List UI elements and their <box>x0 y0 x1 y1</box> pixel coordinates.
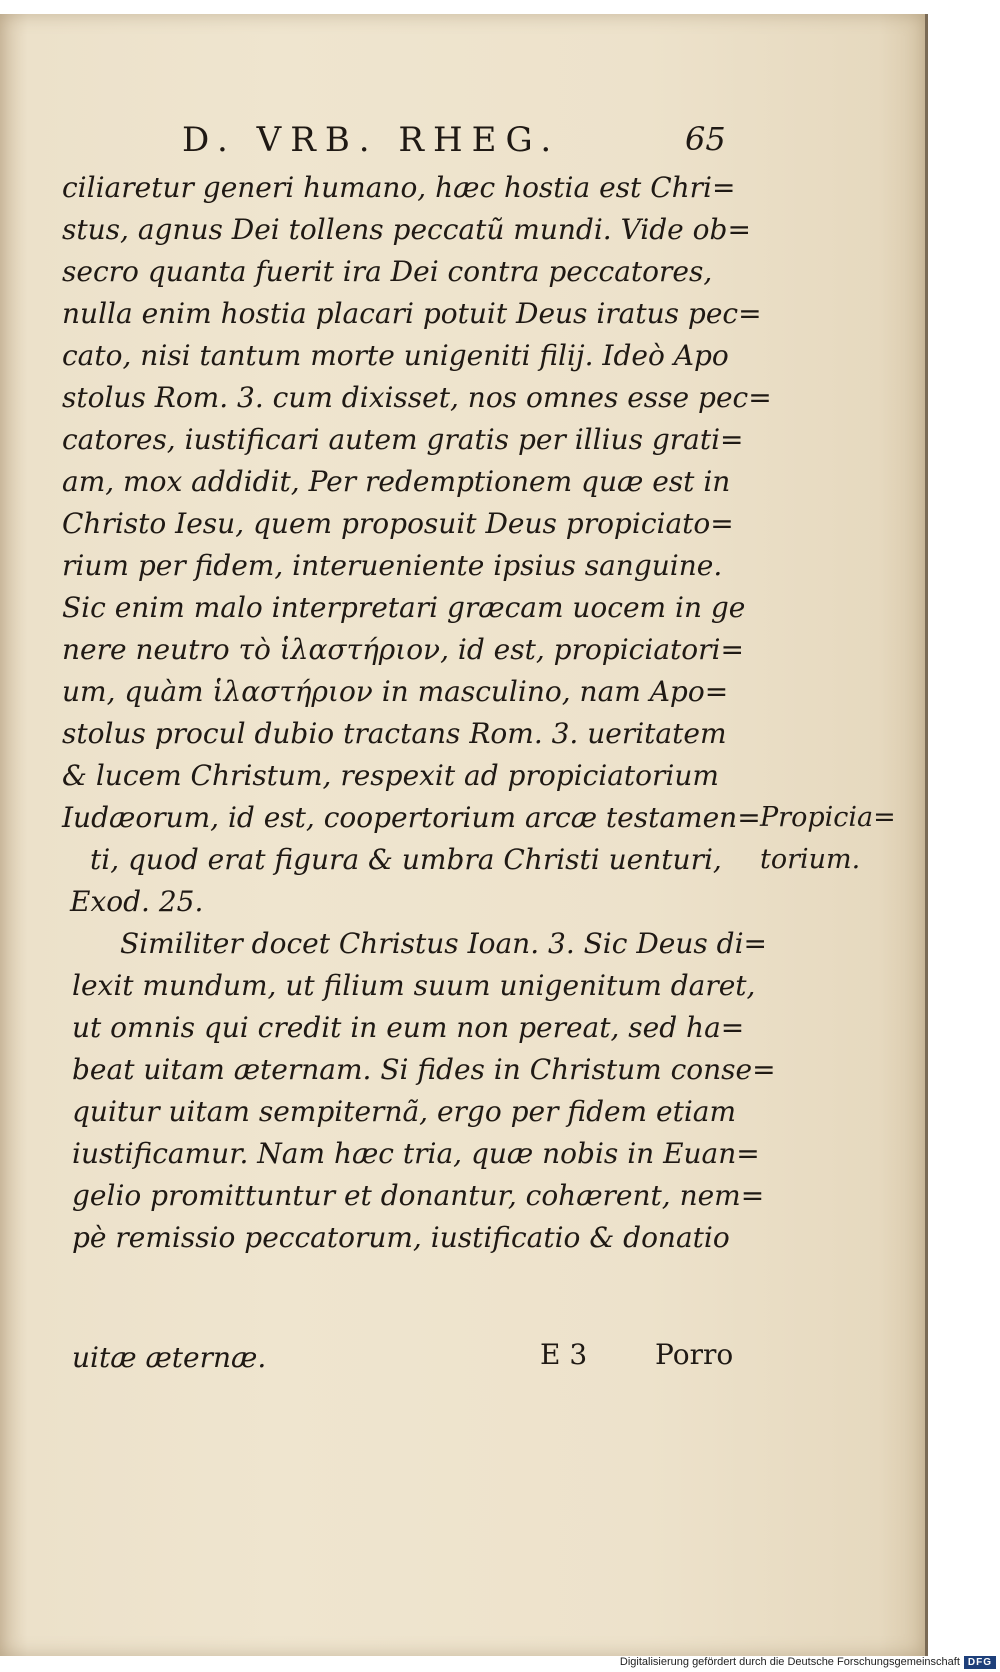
text-line: Sic enim malo interpretari græcam uocem in ge <box>62 591 746 624</box>
text-line: & lucem Christum, respexit ad propiciatorium <box>62 759 719 792</box>
running-head: D. VRB. RHEG. <box>182 120 561 160</box>
footer-credit <box>620 1654 996 1670</box>
text-line: Exod. 25. <box>70 885 204 918</box>
text-line: catores, iustificari autem gratis per illius grati= <box>62 423 744 456</box>
text-line: ut omnis qui credit in eum non pereat, sed ha= <box>72 1011 745 1044</box>
page-number: 65 <box>685 120 726 158</box>
text-line: beat uitam æternam. Si fides in Christum conse= <box>72 1053 776 1086</box>
margin-note-line-2: torium. <box>760 844 861 875</box>
text-line: Christo Iesu, quem proposuit Deus propiciato= <box>62 507 734 540</box>
signature-mark: E 3 <box>540 1338 588 1371</box>
text-line: stolus procul dubio tractans Rom. 3. ueritatem <box>62 717 727 750</box>
text-line: gelio promittuntur et donantur, cohærent, nem= <box>72 1179 765 1212</box>
text-line: am, mox addidit, Per redemptionem quæ est in <box>62 465 731 498</box>
footer-credit-text: Digitalisierung gefördert durch die Deutsche Forschungsgemeinschaft <box>619 1656 960 1668</box>
text-line: lexit mundum, ut filium suum unigenitum daret, <box>72 969 756 1002</box>
text-line: nere neutro τὸ ἱλαστήριον, id est, propiciatori= <box>62 633 744 666</box>
dfg-logo: DFG <box>964 1656 996 1669</box>
catchword: Porro <box>655 1338 734 1371</box>
text-line: quitur uitam sempiternã, ergo per fidem etiam <box>72 1095 737 1128</box>
text-line: uitæ æternæ. <box>72 1341 267 1374</box>
margin-note-line-1: Propicia= <box>760 802 896 833</box>
text-line: nulla enim hostia placari potuit Deus iratus pec= <box>62 297 762 330</box>
text-line: ti, quod erat figura & umbra Christi uenturi, <box>90 843 722 876</box>
text-line: Similiter docet Christus Ioan. 3. Sic Deus di= <box>120 927 768 960</box>
text-line: um, quàm ἱλαστήριον in masculino, nam Apo= <box>62 675 729 708</box>
text-line: stolus Rom. 3. cum dixisset, nos omnes esse pec= <box>62 381 772 414</box>
scan-background <box>928 0 1000 1672</box>
text-line: secro quanta fuerit ira Dei contra peccatores, <box>62 255 713 288</box>
text-line: iustificamur. Nam hæc tria, quæ nobis in Euan= <box>72 1137 760 1170</box>
text-line: rium per fidem, interueniente ipsius sanguine. <box>62 549 723 582</box>
text-line: cato, nisi tantum morte unigeniti filij. Ideò Apo <box>62 339 729 372</box>
text-line: pè remissio peccatorum, iustificatio & donatio <box>72 1221 730 1254</box>
text-line: ciliaretur generi humano, hæc hostia est Chri= <box>62 171 736 204</box>
text-line: Iudæorum, id est, coopertorium arcæ testamen= <box>62 801 761 834</box>
text-line: stus, agnus Dei tollens peccatũ mundi. Vide ob= <box>62 213 751 246</box>
